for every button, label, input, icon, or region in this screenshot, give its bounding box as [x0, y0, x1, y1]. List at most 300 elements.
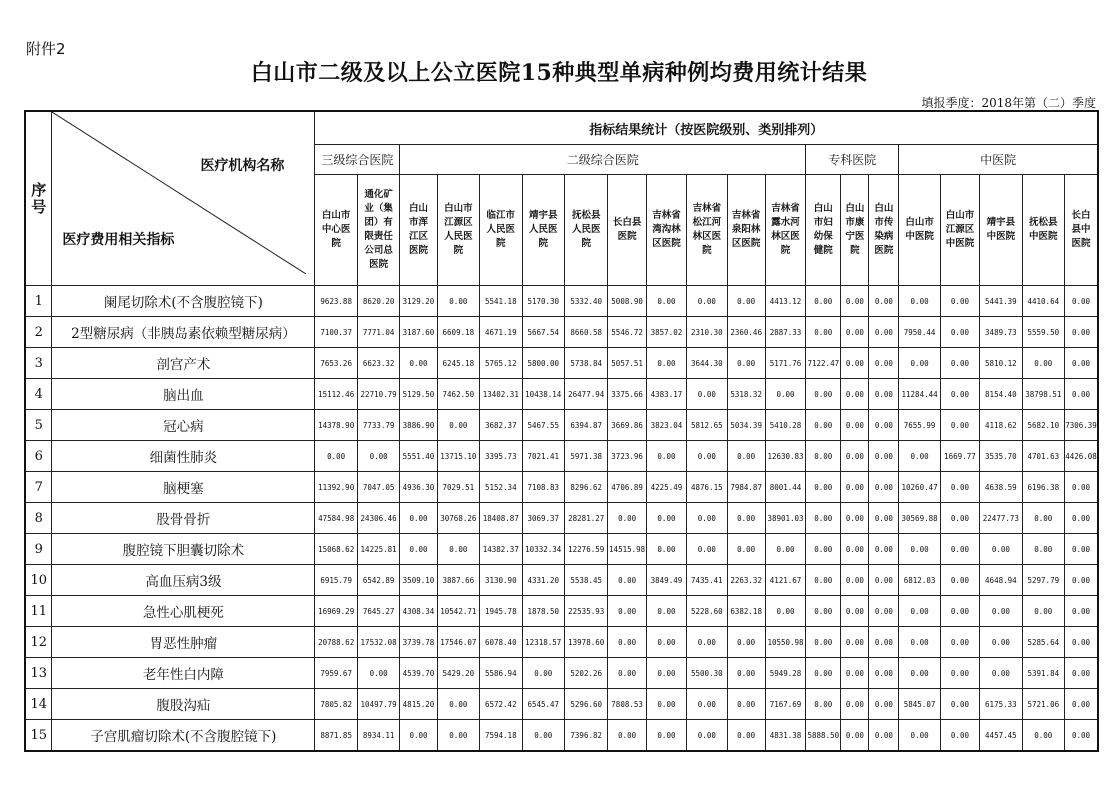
cost-value: 0.00 [727, 503, 765, 534]
hospital-header [806, 175, 841, 286]
cost-value: 0.00 [1065, 565, 1098, 596]
cost-value: 8660.58 [564, 317, 607, 348]
cost-value: 0.00 [940, 472, 979, 503]
hospital-header [315, 175, 357, 286]
cost-value: 0.00 [437, 410, 479, 441]
cost-value: 8001.44 [765, 472, 805, 503]
cost-value: 0.00 [806, 410, 841, 441]
cost-value: 5170.30 [522, 286, 564, 317]
cost-value: 10438.14 [522, 379, 564, 410]
cost-value: 0.00 [806, 503, 841, 534]
cost-value: 6196.38 [1022, 472, 1064, 503]
cost-value: 0.00 [646, 627, 686, 658]
cost-value: 47584.98 [315, 503, 357, 534]
cost-value: 6382.18 [727, 596, 765, 627]
cost-value: 3509.10 [400, 565, 437, 596]
cost-value: 3669.86 [608, 410, 646, 441]
cost-value: 0.00 [899, 658, 940, 689]
seq-header-label [26, 182, 51, 216]
indicator-name: 股骨骨折 [52, 503, 315, 534]
cost-value: 7100.37 [315, 317, 357, 348]
cost-value: 0.00 [727, 348, 765, 379]
cost-value: 0.00 [869, 627, 899, 658]
cost-value: 6545.47 [522, 689, 564, 720]
cost-value: 0.00 [437, 720, 479, 752]
cost-value: 14378.90 [315, 410, 357, 441]
cost-value: 0.00 [400, 534, 437, 565]
cost-value: 5297.79 [1022, 565, 1064, 596]
page-title: 白山市二级及以上公立医院15种典型单病种例均费用统计结果 [250, 60, 868, 86]
hospital-name: 长白县中医院 [1071, 210, 1091, 249]
cost-value: 4410.64 [1022, 286, 1064, 317]
cost-value: 0.00 [869, 503, 899, 534]
diagonal-line [52, 112, 306, 274]
cost-value: 0.00 [841, 658, 869, 689]
indicator-name: 脑出血 [52, 379, 315, 410]
cost-value: 0.00 [1065, 689, 1098, 720]
cost-value: 7108.83 [522, 472, 564, 503]
cost-value: 4815.20 [400, 689, 437, 720]
cost-value: 0.00 [940, 317, 979, 348]
cost-value: 0.00 [841, 379, 869, 410]
cost-value: 4648.94 [980, 565, 1022, 596]
cost-value: 5332.40 [564, 286, 607, 317]
cost-value: 6623.32 [357, 348, 399, 379]
hospital-name: 白山市妇幼保健院 [813, 203, 833, 256]
hospital-header [357, 175, 399, 286]
cost-value: 0.00 [806, 379, 841, 410]
row-seq: 6 [25, 441, 52, 472]
cost-value: 1669.77 [940, 441, 979, 472]
cost-value: 10550.98 [765, 627, 805, 658]
cost-value: 0.00 [841, 317, 869, 348]
table-row [25, 565, 1098, 596]
cost-value: 2887.33 [765, 317, 805, 348]
cost-value: 0.00 [841, 503, 869, 534]
hospital-name: 通化矿业（集团）有限责任公司总医院 [364, 189, 393, 270]
cost-value: 0.00 [646, 689, 686, 720]
hospital-header [899, 175, 940, 286]
cost-value: 0.00 [980, 627, 1022, 658]
hospital-name: 白山市中心医院 [321, 210, 351, 249]
hospital-header [437, 175, 479, 286]
cost-value: 8620.20 [357, 286, 399, 317]
cost-value: 0.00 [940, 596, 979, 627]
cost-value: 5551.40 [400, 441, 437, 472]
hospital-header [940, 175, 979, 286]
cost-value: 3130.90 [480, 565, 522, 596]
cost-value: 3823.04 [646, 410, 686, 441]
hospital-header [841, 175, 869, 286]
cost-value: 3069.37 [522, 503, 564, 534]
hospital-name: 抚松县中医院 [1029, 217, 1058, 242]
cost-value: 0.00 [437, 286, 479, 317]
cost-value: 3644.30 [687, 348, 727, 379]
hospital-name: 白山市江源区中医院 [945, 210, 975, 249]
cost-value: 0.00 [806, 565, 841, 596]
cost-value: 3886.90 [400, 410, 437, 441]
table-row [25, 720, 1098, 752]
cost-value: 0.00 [400, 348, 437, 379]
corner-header [52, 111, 315, 286]
hospital-header [608, 175, 646, 286]
cost-value: 4671.19 [480, 317, 522, 348]
hospital-name: 吉林省露水河林区医院 [771, 203, 800, 256]
cost-value: 5800.00 [522, 348, 564, 379]
indicator-name: 急性心肌梗死 [52, 596, 315, 627]
cost-value: 0.00 [869, 689, 899, 720]
cost-value: 0.00 [841, 348, 869, 379]
cost-value: 0.00 [869, 596, 899, 627]
cost-value: 0.00 [841, 565, 869, 596]
cost-value: 0.00 [1065, 627, 1098, 658]
cost-value: 7808.53 [608, 689, 646, 720]
hospital-name: 靖宇县人民医院 [528, 210, 558, 249]
cost-value: 5682.10 [1022, 410, 1064, 441]
table-row [25, 410, 1098, 441]
cost-value: 0.00 [806, 689, 841, 720]
cost-value: 0.00 [608, 503, 646, 534]
cost-value: 7645.27 [357, 596, 399, 627]
cost-value: 3739.78 [400, 627, 437, 658]
cost-value: 7029.51 [437, 472, 479, 503]
cost-value: 5034.39 [727, 410, 765, 441]
cost-value: 5546.72 [608, 317, 646, 348]
cost-value: 0.00 [1065, 348, 1098, 379]
cost-value: 5228.60 [687, 596, 727, 627]
indicator-name: 子宫肌瘤切除术(不含腹腔镜下) [52, 720, 315, 752]
cost-value: 0.00 [940, 720, 979, 752]
org-name-label: 医疗机构名称 [200, 158, 285, 174]
cost-value: 0.00 [899, 596, 940, 627]
cost-value: 0.00 [1065, 720, 1098, 752]
row-seq: 5 [25, 410, 52, 441]
cost-value: 11284.44 [899, 379, 940, 410]
cost-value: 13715.10 [437, 441, 479, 472]
cost-value: 3857.02 [646, 317, 686, 348]
cost-value: 2263.32 [727, 565, 765, 596]
cost-value: 0.00 [841, 689, 869, 720]
cost-value: 5765.12 [480, 348, 522, 379]
cost-value: 0.00 [522, 658, 564, 689]
cost-value: 13402.31 [480, 379, 522, 410]
cost-value: 0.00 [899, 441, 940, 472]
hospital-name: 吉林省松江河林区医院 [692, 203, 722, 256]
cost-value: 0.00 [1022, 534, 1064, 565]
metric-label: 医疗费用相关指标 [62, 232, 175, 248]
cost-value: 10332.34 [522, 534, 564, 565]
cost-value: 5586.94 [480, 658, 522, 689]
cost-value: 10542.71 [437, 596, 479, 627]
cost-value: 6915.79 [315, 565, 357, 596]
row-seq: 8 [25, 503, 52, 534]
cost-value: 5202.26 [564, 658, 607, 689]
cost-value: 0.00 [646, 720, 686, 752]
cost-value: 0.00 [1022, 596, 1064, 627]
cost-value: 26477.94 [564, 379, 607, 410]
cost-value: 0.00 [437, 534, 479, 565]
hospital-header [980, 175, 1022, 286]
cost-value: 6542.89 [357, 565, 399, 596]
cost-value: 5971.38 [564, 441, 607, 472]
category-header: 二级综合医院 [400, 145, 806, 175]
table-row [25, 441, 1098, 472]
cost-value: 0.00 [357, 658, 399, 689]
cost-value: 5296.60 [564, 689, 607, 720]
cost-value: 3375.66 [608, 379, 646, 410]
cost-value: 0.00 [869, 317, 899, 348]
table-row [25, 689, 1098, 720]
cost-value: 8871.85 [315, 720, 357, 752]
cost-value: 14515.98 [608, 534, 646, 565]
cost-value: 0.00 [841, 596, 869, 627]
cost-value: 4413.12 [765, 286, 805, 317]
table-row [25, 348, 1098, 379]
cost-value: 6078.40 [480, 627, 522, 658]
cost-value: 0.00 [940, 410, 979, 441]
row-seq: 3 [25, 348, 52, 379]
hospital-name: 临江市人民医院 [486, 210, 516, 249]
cost-value: 0.00 [727, 689, 765, 720]
cost-value: 18408.87 [480, 503, 522, 534]
hospital-header [869, 175, 899, 286]
cost-value: 0.00 [1065, 472, 1098, 503]
cost-value: 0.00 [1022, 503, 1064, 534]
cost-value: 4457.45 [980, 720, 1022, 752]
cost-value: 0.00 [940, 534, 979, 565]
hospital-name: 长白县医院 [612, 217, 642, 242]
hospital-header [480, 175, 522, 286]
cost-value: 0.00 [400, 720, 437, 752]
cost-value: 10497.79 [357, 689, 399, 720]
cost-value: 22535.93 [564, 596, 607, 627]
table-row [25, 627, 1098, 658]
cost-value: 5812.65 [687, 410, 727, 441]
cost-value: 6572.42 [480, 689, 522, 720]
cost-value: 7462.50 [437, 379, 479, 410]
cost-value: 0.00 [646, 658, 686, 689]
cost-value: 0.00 [806, 627, 841, 658]
cost-value: 0.00 [869, 720, 899, 752]
cost-value: 4831.38 [765, 720, 805, 752]
cost-value: 0.00 [765, 534, 805, 565]
cost-value: 0.00 [727, 286, 765, 317]
cost-value: 0.00 [841, 534, 869, 565]
category-header: 三级综合医院 [315, 145, 400, 175]
cost-value: 16969.29 [315, 596, 357, 627]
cost-value: 0.00 [687, 503, 727, 534]
cost-value: 0.00 [899, 348, 940, 379]
cost-value: 0.00 [1065, 534, 1098, 565]
cost-value: 7959.67 [315, 658, 357, 689]
cost-value: 20788.62 [315, 627, 357, 658]
cost-value: 3849.49 [646, 565, 686, 596]
cost-value: 3535.70 [980, 441, 1022, 472]
cost-value: 0.00 [980, 658, 1022, 689]
cost-value: 7655.99 [899, 410, 940, 441]
cost-value: 0.00 [400, 503, 437, 534]
hospital-name: 白山市浑江区医院 [408, 203, 428, 256]
cost-value: 13978.60 [564, 627, 607, 658]
hospital-header [727, 175, 765, 286]
category-header: 中医院 [899, 145, 1098, 175]
cost-value: 4383.17 [646, 379, 686, 410]
table-row [25, 317, 1098, 348]
cost-value: 0.00 [1065, 503, 1098, 534]
cost-value: 5008.90 [608, 286, 646, 317]
cost-value: 3187.60 [400, 317, 437, 348]
cost-value: 5541.18 [480, 286, 522, 317]
cost-value: 28281.27 [564, 503, 607, 534]
cost-value: 0.00 [437, 689, 479, 720]
hospital-name: 抚松县人民医院 [571, 210, 601, 249]
cost-value: 30768.26 [437, 503, 479, 534]
cost-value: 5810.12 [980, 348, 1022, 379]
cost-value: 3489.73 [980, 317, 1022, 348]
cost-value: 0.00 [869, 410, 899, 441]
cost-value: 10260.47 [899, 472, 940, 503]
cost-value: 0.00 [1022, 720, 1064, 752]
cost-value: 0.00 [727, 658, 765, 689]
cost-value: 2360.46 [727, 317, 765, 348]
cost-value: 6245.18 [437, 348, 479, 379]
table-row [25, 658, 1098, 689]
hospital-name: 白山市康宁医院 [845, 203, 865, 256]
cost-value: 5559.50 [1022, 317, 1064, 348]
cost-value: 4936.30 [400, 472, 437, 503]
cost-value: 0.00 [980, 596, 1022, 627]
cost-value: 0.00 [806, 317, 841, 348]
row-seq: 11 [25, 596, 52, 627]
cost-value: 5410.28 [765, 410, 805, 441]
category-header: 专科医院 [806, 145, 899, 175]
cost-value: 0.00 [899, 286, 940, 317]
cost-value: 4118.62 [980, 410, 1022, 441]
cost-value: 0.00 [899, 720, 940, 752]
row-seq: 12 [25, 627, 52, 658]
cost-value: 0.00 [1065, 379, 1098, 410]
seq-header-char: 序 [31, 180, 47, 199]
cost-value: 0.00 [687, 379, 727, 410]
hospital-name: 吉林省泉阳林区医院 [731, 210, 761, 249]
cost-value: 0.00 [940, 689, 979, 720]
hospital-name: 白山市中医院 [905, 217, 934, 242]
cost-value: 0.00 [646, 348, 686, 379]
reporting-period: 填报季度：2018年第（二）季度 [921, 96, 1096, 110]
seq-header [25, 111, 52, 286]
cost-value: 0.00 [1022, 348, 1064, 379]
hospital-name: 白山市江源区人民医院 [444, 203, 473, 256]
indicator-name: 细菌性肺炎 [52, 441, 315, 472]
hospital-header [1022, 175, 1064, 286]
cost-value: 0.00 [687, 689, 727, 720]
cost-value: 5467.55 [522, 410, 564, 441]
cost-value: 17546.07 [437, 627, 479, 658]
cost-value: 6609.18 [437, 317, 479, 348]
cost-value: 0.00 [727, 720, 765, 752]
cost-value: 5129.50 [400, 379, 437, 410]
cost-value: 0.00 [687, 720, 727, 752]
cost-value: 4225.49 [646, 472, 686, 503]
cost-value: 0.00 [806, 658, 841, 689]
cost-value: 6812.03 [899, 565, 940, 596]
cost-value: 0.00 [869, 658, 899, 689]
cost-value: 4121.67 [765, 565, 805, 596]
cost-value: 3129.20 [400, 286, 437, 317]
cost-value: 3395.73 [480, 441, 522, 472]
cost-value: 5152.34 [480, 472, 522, 503]
hospital-header [687, 175, 727, 286]
cost-value: 5888.50 [806, 720, 841, 752]
cost-value: 0.00 [765, 596, 805, 627]
main-header: 指标结果统计（按医院级别、类别排列） [315, 111, 1098, 145]
cost-value: 7167.69 [765, 689, 805, 720]
indicator-name: 腹腔镜下胆囊切除术 [52, 534, 315, 565]
cost-value: 5667.54 [522, 317, 564, 348]
cost-value: 8934.11 [357, 720, 399, 752]
cost-value: 7021.41 [522, 441, 564, 472]
cost-value: 4331.20 [522, 565, 564, 596]
cost-value: 7122.47 [806, 348, 841, 379]
table-row [25, 503, 1098, 534]
cost-value: 38798.51 [1022, 379, 1064, 410]
cost-value: 4426.08 [1065, 441, 1098, 472]
hospital-header [400, 175, 437, 286]
cost-value: 6394.87 [564, 410, 607, 441]
cost-value: 0.00 [522, 720, 564, 752]
cost-value: 7594.18 [480, 720, 522, 752]
indicator-name: 剖宫产术 [52, 348, 315, 379]
cost-value: 0.00 [806, 472, 841, 503]
table-row [25, 286, 1098, 317]
row-seq: 10 [25, 565, 52, 596]
row-seq: 4 [25, 379, 52, 410]
cost-value: 38901.03 [765, 503, 805, 534]
cost-value: 14225.81 [357, 534, 399, 565]
cost-value: 0.00 [608, 565, 646, 596]
hospital-name: 靖宇县中医院 [986, 217, 1016, 242]
indicator-name: 阑尾切除术(不含腹腔镜下) [52, 286, 315, 317]
cost-value: 5285.64 [1022, 627, 1064, 658]
cost-value: 1878.50 [522, 596, 564, 627]
indicator-name: 腹股沟疝 [52, 689, 315, 720]
cost-value: 3682.37 [480, 410, 522, 441]
row-seq: 13 [25, 658, 52, 689]
seq-header-char: 号 [31, 197, 47, 216]
cost-value: 3723.96 [608, 441, 646, 472]
cost-value: 0.00 [869, 565, 899, 596]
row-seq: 2 [25, 317, 52, 348]
cost-value: 15068.62 [315, 534, 357, 565]
cost-value: 9623.88 [315, 286, 357, 317]
cost-value: 5738.84 [564, 348, 607, 379]
cost-value: 4876.15 [687, 472, 727, 503]
cost-value: 5845.07 [899, 689, 940, 720]
cost-value: 6175.33 [980, 689, 1022, 720]
cost-value: 0.00 [841, 472, 869, 503]
cost-value: 8154.40 [980, 379, 1022, 410]
cost-value: 0.00 [357, 441, 399, 472]
cost-value: 12630.83 [765, 441, 805, 472]
cost-value: 0.00 [1065, 317, 1098, 348]
cost-value: 4308.34 [400, 596, 437, 627]
cost-value: 0.00 [841, 720, 869, 752]
cost-value: 7771.04 [357, 317, 399, 348]
cost-value: 0.00 [608, 596, 646, 627]
cost-value: 0.00 [869, 379, 899, 410]
cost-value: 5500.30 [687, 658, 727, 689]
hospital-header [646, 175, 686, 286]
